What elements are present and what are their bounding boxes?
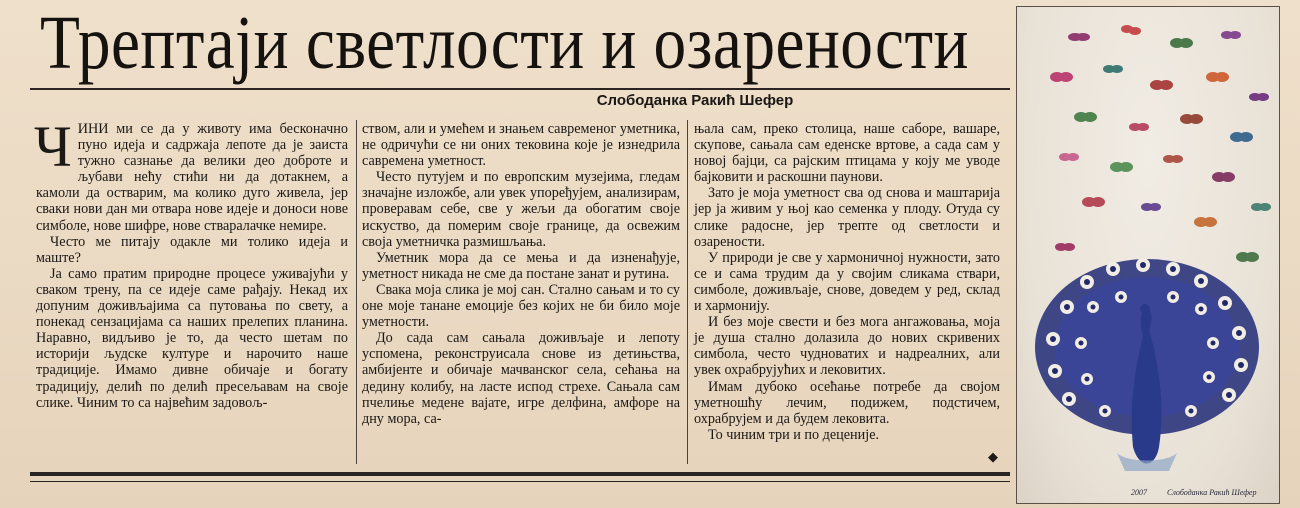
bottom-rule-thin — [30, 481, 1010, 482]
paragraph: Зато је моја уметност сва од снова и маштарија јер ја живим у њој као семенка у плоду. Отуда су слике радосне, јер трепте од светлости и озарености. — [694, 185, 1000, 250]
column-divider — [356, 120, 357, 464]
column-divider — [687, 120, 688, 464]
peacock-painting — [1017, 7, 1279, 503]
butterflies — [1050, 25, 1271, 262]
article-title: Трептаји светлости и озарености — [40, 1, 969, 85]
column-2 — [362, 121, 680, 427]
painting-year: 2007 — [1131, 488, 1147, 497]
painting-signature: Слободанка Ракић Шефер — [1167, 488, 1257, 497]
paragraph: Ја само пратим природне процесе уживајући у сваком трену, па се идеје саме рађају. Некад их допуним доживљајима са путовања по свету, а понекад сензацијама са наших прелепих планина. Наравно, видљиво је то, да често шетам по историји људске културе и нарочито наше традиције. Имамо дивне обичаје и богату традицију, делић по делић пресељавам на своје слике. Чиним то са највећим задовољ- — [36, 265, 348, 411]
paragraph: Често ме питају одакле ми толико идеја и маште? — [36, 233, 348, 266]
title-rule — [30, 88, 1010, 90]
paragraph: Имам дубоко осећање потребе да својом уметношћу лечим, подижем, подстичем, охрабрујем и да будем лековита. — [694, 378, 1000, 427]
column-3 — [694, 121, 1000, 443]
paragraph: Уметник мора да се мења и да изненађује, уметност никада не сме да постане занат и рутина. — [362, 249, 680, 282]
paragraph — [34, 114, 348, 234]
paragraph: У природи је све у хармоничној нужности, зато се и сама трудим да у својим сликама ствари, симболе, доживљаје, снове, доведем у ред, склад и хармонију. — [694, 249, 1000, 315]
paragraph: То чиним три и по деценије. — [708, 426, 880, 443]
paragraph: Често путујем и по европским музејима, гледам значајне изложбе, али увек упоређујем, анализирам, проверавам себе, све у жељи да обогатим своје искуство, да померим своје границе, да освежим своја уметничка размишљања. — [362, 169, 680, 250]
end-mark: ◆ — [988, 449, 998, 464]
paragraph: Свака моја слика је мој сан. Стално сањам и то су оне моје танане емоције без којих не би било моје уметности. — [362, 281, 680, 331]
painting-image — [1016, 6, 1280, 504]
paragraph: њала сам, преко столица, наше саборе, вашаре, скупове, сањала сам еденске вртове, а сада сам у новој бајци, са рајским птицама у коју ме уводе бајковити и раскошни паунови. — [694, 121, 1000, 186]
author-name: Слободанка Ракић Шефер — [596, 92, 794, 109]
drop-cap: Ч — [34, 114, 72, 179]
paragraph: И без моје свести и без мога ангажовања, моја је душа стално долазила до нових скривених симбола, често чудноватих и надреалних, али увек охрабрујућих и лековитих. — [694, 314, 1000, 379]
bottom-rule — [30, 472, 1010, 476]
paragraph: ством, али и умећем и знањем савременог уметника, не одричући се ни оних тековина које је изнедрила савремена уметност. — [362, 121, 680, 170]
column-1 — [34, 114, 348, 411]
author-byline — [0, 92, 1010, 109]
paragraph: До сада сам сањала доживљаје и лепоту успомена, реконструисала снове из детињства, амбијенте и обичаје мачванског села, сећања на дедину колибу, на ласте испод стрехе. Сањала сам пчелиње медене вајате, игре делфина, амфоре на дну мора, са- — [362, 330, 680, 427]
paragraph-text: ИНИ ми се да у животу има бесконачно пуно идеја и садржаја лепоте да је заиста тужно сазнање да велики део доброте и љубави нећу стићи ни да дотакнем, а камоли да остварим, ма колико дуго живела, јер сваки нови дан ми отвара нове идеје и доноси нове симболе, нове шифре, нове стваралачке немире. — [36, 121, 348, 234]
